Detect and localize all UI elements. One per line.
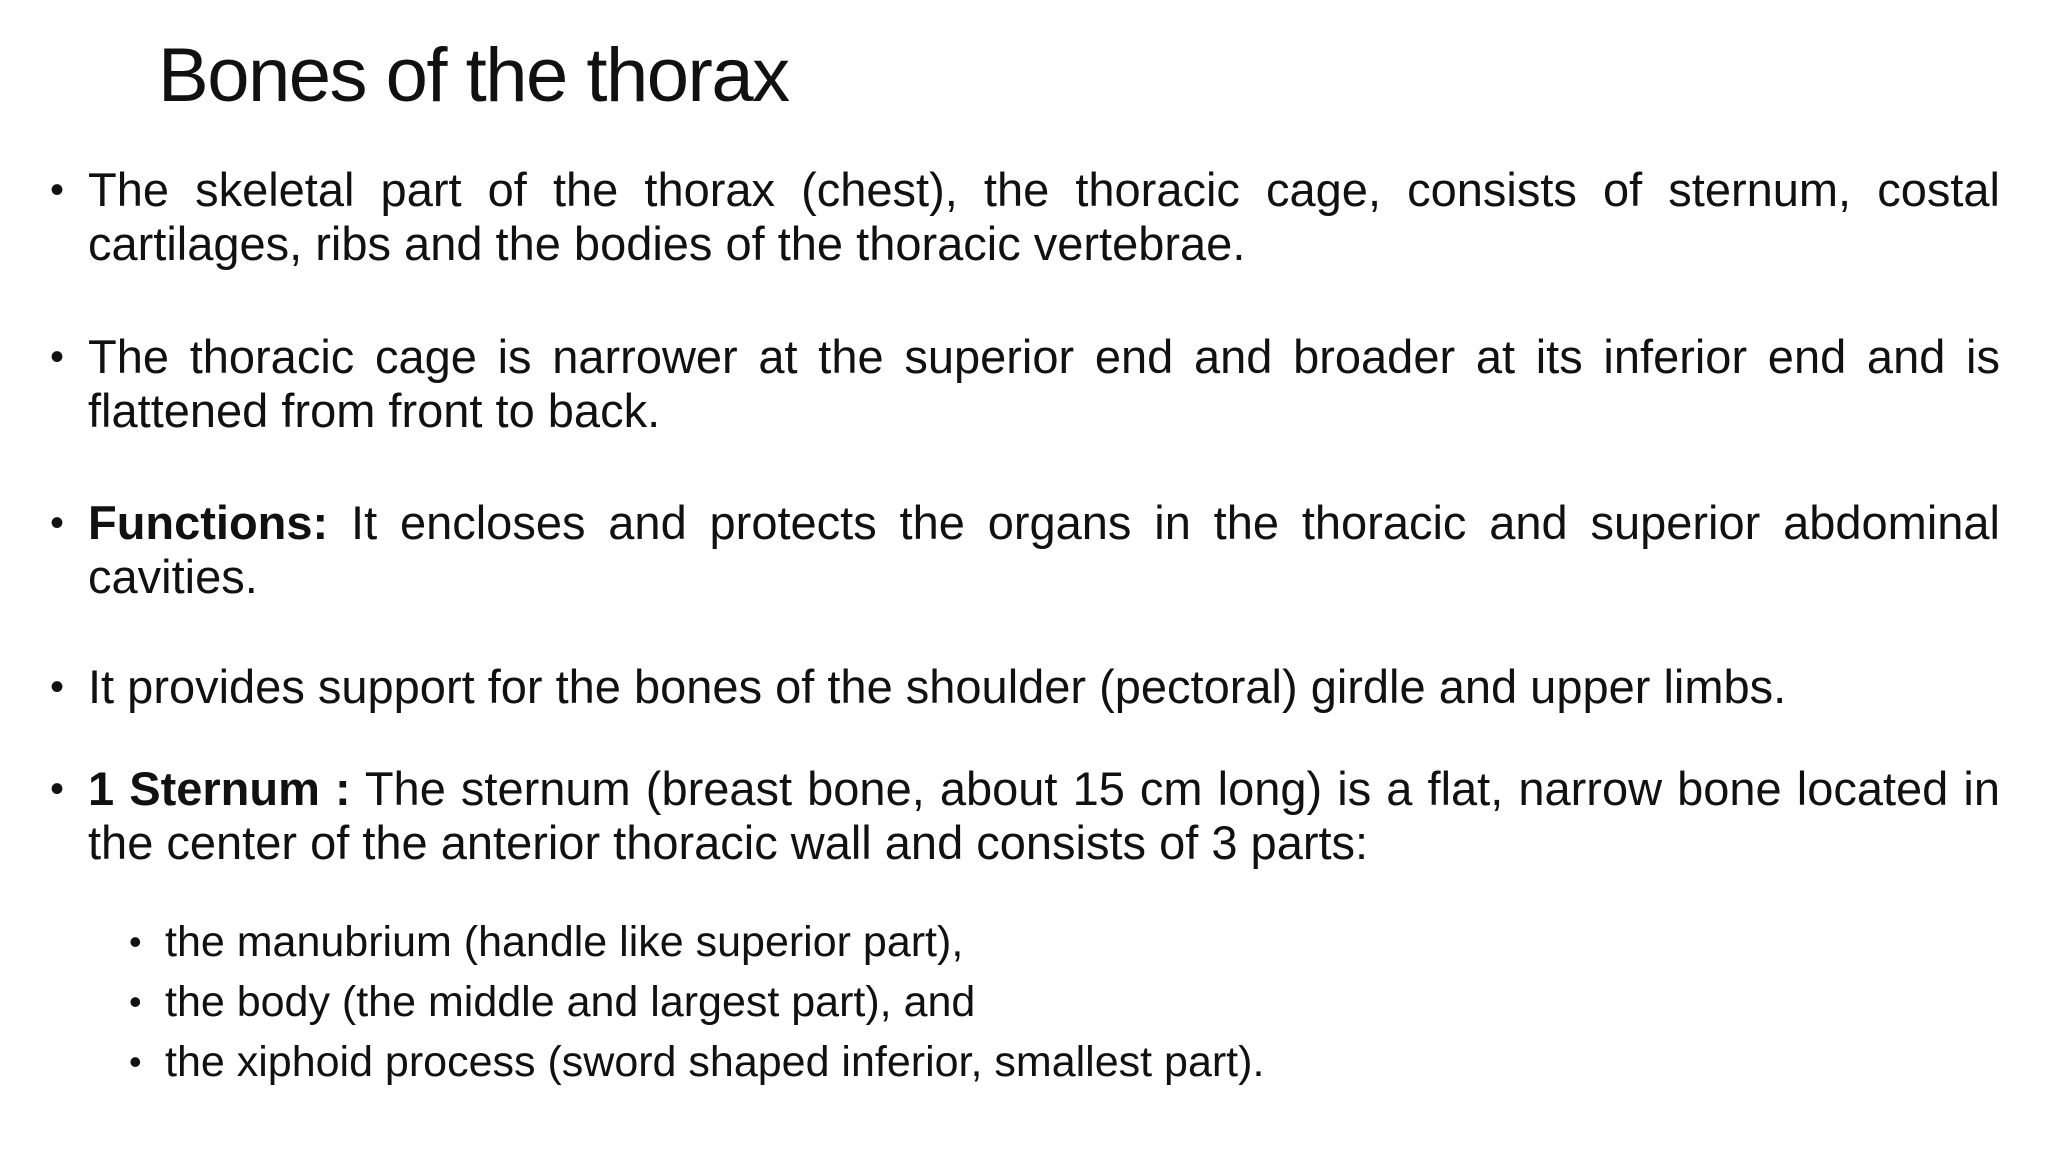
sub-bullet-text: the body (the middle and largest part), and bbox=[165, 978, 976, 1026]
sub-bullet-dot: • bbox=[129, 981, 142, 1022]
bullet-sternum bbox=[50, 762, 2000, 870]
bullet-heading: Functions: bbox=[88, 496, 329, 549]
bullet-text: The skeletal part of the thorax (chest), the thoracic cage, consists of sternum, costal cartilages, ribs and the bodies of the thoracic vertebrae. bbox=[88, 163, 2000, 270]
bullet-text: The sternum (breast bone, about 15 cm long) is a flat, narrow bone located in the center of the anterior thoracic wall and consists of 3 parts: bbox=[88, 762, 2000, 869]
sub-bullet-text: the manubrium (handle like superior part), bbox=[165, 918, 964, 966]
sub-bullet-dot: • bbox=[129, 921, 142, 962]
bullet-text: The thoracic cage is narrower at the superior end and broader at its inferior end and is flattened from front to back. bbox=[88, 330, 2000, 437]
sub-bullet-xiphoid bbox=[129, 1032, 1965, 1092]
bullet-thoracic-cage-shape bbox=[50, 330, 2000, 438]
bullet-text: It provides support for the bones of the shoulder (pectoral) girdle and upper limbs. bbox=[88, 660, 1787, 713]
sub-bullet-dot: • bbox=[129, 1041, 142, 1082]
sub-bullet-text: the xiphoid process (sword shaped inferior, smallest part). bbox=[165, 1038, 1265, 1086]
bullet-support bbox=[50, 660, 2000, 714]
sub-bullet-manubrium bbox=[129, 912, 1965, 972]
bullet-text: It encloses and protects the organs in the thoracic and superior abdominal cavities. bbox=[88, 496, 2000, 603]
bullet-dot: • bbox=[50, 665, 65, 709]
sternum-parts-list bbox=[129, 912, 1965, 1092]
slide-title: Bones of the thorax bbox=[158, 33, 789, 118]
bullet-heading: 1 Sternum : bbox=[88, 762, 351, 815]
bullet-thoracic-cage-definition bbox=[50, 163, 2000, 271]
bullet-dot: • bbox=[50, 335, 65, 379]
sub-bullet-body bbox=[129, 972, 1965, 1032]
bullet-dot: • bbox=[50, 767, 65, 811]
bullet-functions bbox=[50, 496, 2000, 604]
bullet-dot: • bbox=[50, 501, 65, 545]
bullet-dot: • bbox=[50, 168, 65, 212]
